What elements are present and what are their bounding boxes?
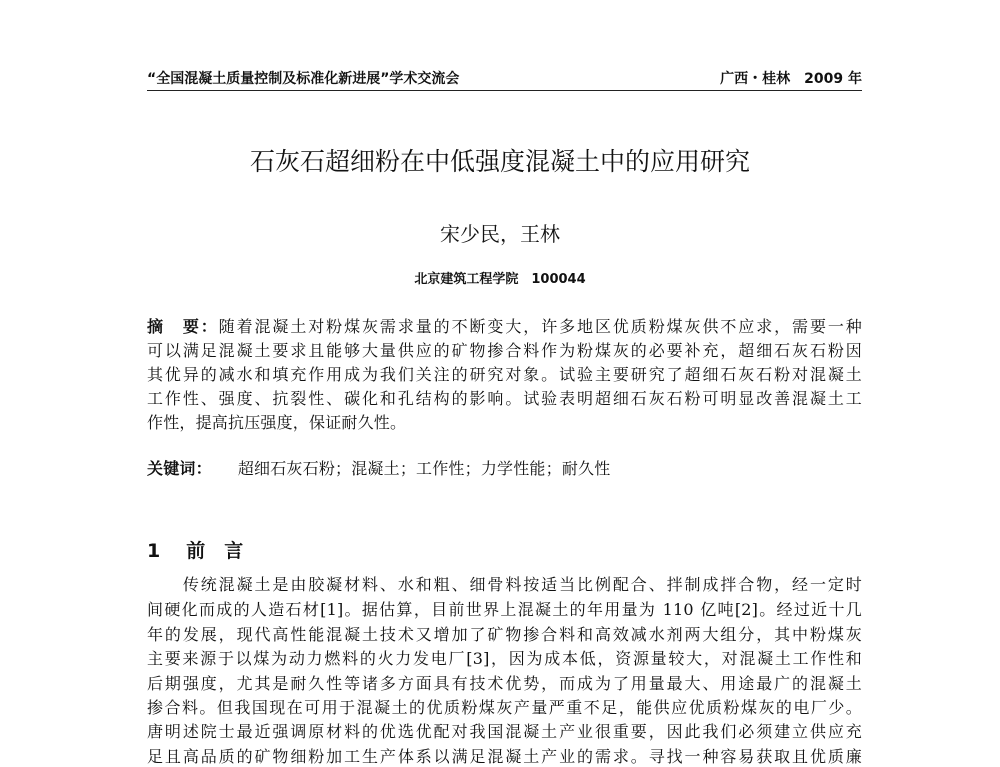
authors: 宋少民，王林 bbox=[440, 222, 560, 246]
abstract-line: 摘 要：随着混凝土对粉煤灰需求量的不断变大，许多地区优质粉煤灰供不应求，需要一种 bbox=[147, 317, 862, 336]
section-title: 前 言 bbox=[186, 540, 244, 562]
body-line: 后期强度，尤其是耐久性等诸多方面具有技术优势，而成为了用量最大、用途最广的混凝土 bbox=[147, 674, 862, 693]
conference-location-year: 广西・桂林 2009 年 bbox=[720, 71, 862, 87]
keywords bbox=[147, 456, 862, 479]
keywords-value: 超细石灰石粉；混凝土；工作性；力学性能；耐久性 bbox=[237, 459, 611, 478]
body-line: 掺合料。但我国现在可用于混凝土的优质粉煤灰产量严重不足，能供应优质粉煤灰的电厂少。 bbox=[147, 698, 862, 717]
abstract-line: 其优异的减水和填充作用成为我们关注的研究对象。试验主要研究了超细石灰石粉对混凝土 bbox=[147, 365, 862, 384]
paper-title: 石灰石超细粉在中低强度混凝土中的应用研究 bbox=[249, 147, 750, 176]
abstract-line: 可以满足混凝土要求且能够大量供应的矿物掺合料作为粉煤灰的必要补充，超细石灰石粉因 bbox=[147, 341, 862, 360]
body-line: 唐明述院士最近强调原材料的优选优配对我国混凝土产业很重要，因此我们必须建立供应充 bbox=[147, 722, 862, 741]
body-line: 主要来源于以煤为动力燃料的火力发电厂[3]，因为成本低，资源量较大，对混凝土工作性和 bbox=[147, 649, 862, 668]
body-line: 年的发展，现代高性能混凝土技术又增加了矿物掺合料和高效减水剂两大组分，其中粉煤灰 bbox=[147, 625, 862, 644]
affiliation: 北京建筑工程学院 100044 bbox=[414, 272, 586, 287]
body-line: 足且高品质的矿物细粉加工生产体系以满足混凝土产业的需求。寻找一种容易获取且优质廉 bbox=[147, 747, 862, 766]
body-line: 传统混凝土是由胶凝材料、水和粗、细骨料按适当比例配合、拌制成拌合物，经一定时 bbox=[147, 575, 862, 594]
section-number: 1 bbox=[147, 540, 161, 562]
abstract-line: 工作性、强度、抗裂性、碳化和孔结构的影响。试验表明超细石灰石粉可明显改善混凝土工 bbox=[147, 389, 862, 408]
conference-name: “全国混凝土质量控制及标准化新进展”学术交流会 bbox=[147, 71, 460, 87]
body-line: 间硬化而成的人造石材[1]。据估算，目前世界上混凝土的年用量为 110 亿吨[2]。经过近十几 bbox=[147, 600, 862, 619]
running-header bbox=[147, 68, 862, 91]
keywords-label: 关键词： bbox=[147, 459, 212, 478]
section-heading bbox=[147, 536, 269, 563]
abstract-label: 摘 要： bbox=[147, 317, 219, 336]
abstract-line: 作性，提高抗压强度，保证耐久性。 bbox=[147, 413, 407, 432]
